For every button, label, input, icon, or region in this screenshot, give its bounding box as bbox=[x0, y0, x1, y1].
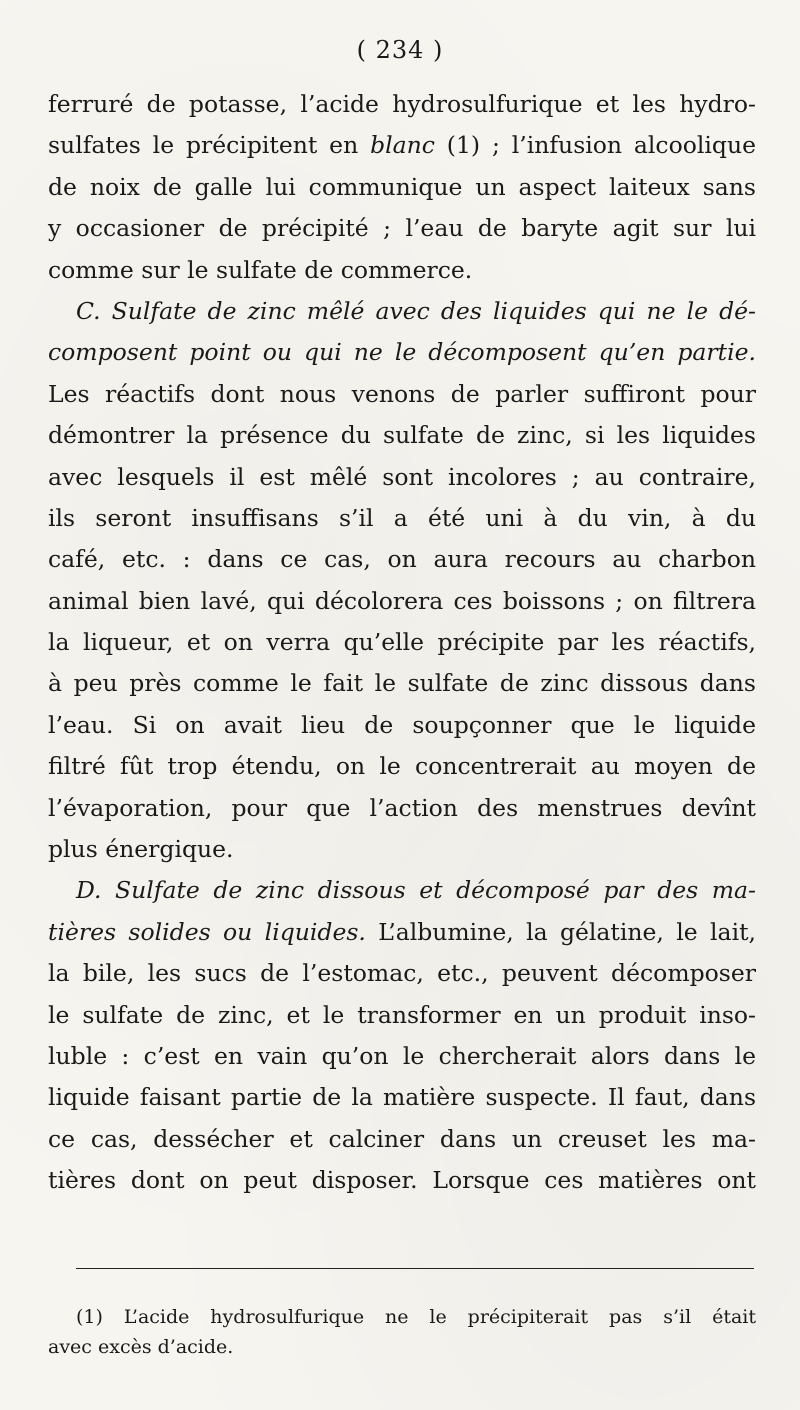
text-line: à peu près comme le fait le sulfate de zinc dissous dans bbox=[48, 669, 756, 698]
text-line: l’eau. Si on avait lieu de soupçonner que le liquide bbox=[48, 710, 756, 739]
italic-phrase: tières solides ou liquides. bbox=[48, 917, 366, 946]
text-line: y occasioner de précipité ; l’eau de baryte agit sur lui bbox=[48, 214, 756, 243]
page-number: ( 234 ) bbox=[356, 36, 444, 64]
text-run: L’albumine, la gélatine, le lait, bbox=[365, 917, 756, 946]
footnote-line: avec excès d’acide. bbox=[48, 1336, 234, 1358]
italic-word: blanc bbox=[370, 131, 435, 160]
body-text bbox=[48, 84, 756, 1202]
text-line: démontrer la présence du sulfate de zinc, si les liquides bbox=[48, 421, 756, 450]
footnote-line: (1) L’acide hydrosulfurique ne le précipiterait pas s’il était bbox=[76, 1306, 756, 1328]
text-line: le sulfate de zinc, et le transformer en un produit inso- bbox=[48, 1000, 756, 1029]
section-heading-d-cont bbox=[48, 912, 756, 953]
text-line: luble : c’est en vain qu’on le chercherait alors dans le bbox=[48, 1041, 756, 1070]
text-line: ce cas, dessécher et calciner dans un creuset les ma- bbox=[48, 1124, 756, 1153]
text-line: Les réactifs dont nous venons de parler suffiront pour bbox=[48, 379, 756, 408]
text-line: la liqueur, et on verra qu’elle précipite par les réactifs, bbox=[48, 628, 756, 657]
text-line: avec lesquels il est mêlé sont incolores ; au contraire, bbox=[48, 462, 756, 491]
footnote bbox=[48, 1302, 756, 1362]
text-line: ils seront insuffisans s’il a été uni à du vin, à du bbox=[48, 503, 756, 532]
text-line: de noix de galle lui communique un aspect laiteux sans bbox=[48, 172, 756, 201]
text-line: sulfates le précipitent en blanc (1) ; l’infusion alcoolique bbox=[48, 131, 757, 160]
text-line: plus énergique. bbox=[48, 835, 234, 864]
section-heading-c: C. Sulfate de zinc mêlé avec des liquides qui ne le dé- bbox=[76, 296, 756, 325]
footnote-rule bbox=[76, 1268, 754, 1269]
text-line: l’évaporation, pour que l’action des menstrues devînt bbox=[48, 793, 756, 822]
text-line: café, etc. : dans ce cas, on aura recours au charbon bbox=[48, 545, 756, 574]
section-heading-d: D. Sulfate de zinc dissous et décomposé par des ma- bbox=[76, 876, 756, 905]
text-line: ferruré de potasse, l’acide hydrosulfurique et les hydro- bbox=[48, 90, 756, 118]
text-line: filtré fût trop étendu, on le concentrerait au moyen de bbox=[48, 752, 756, 781]
text-line: tières dont on peut disposer. Lorsque ces matières ont bbox=[48, 1166, 756, 1195]
text-line: liquide faisant partie de la matière suspecte. Il faut, dans bbox=[48, 1083, 756, 1112]
text-line: la bile, les sucs de l’estomac, etc., peuvent décomposer bbox=[48, 959, 756, 988]
text-line: comme sur le sulfate de commerce. bbox=[48, 255, 473, 284]
section-heading-c-cont: composent point ou qui ne le décomposent qu’en partie. bbox=[48, 338, 756, 367]
text-line: animal bien lavé, qui décolorera ces boissons ; on filtrera bbox=[48, 586, 756, 615]
